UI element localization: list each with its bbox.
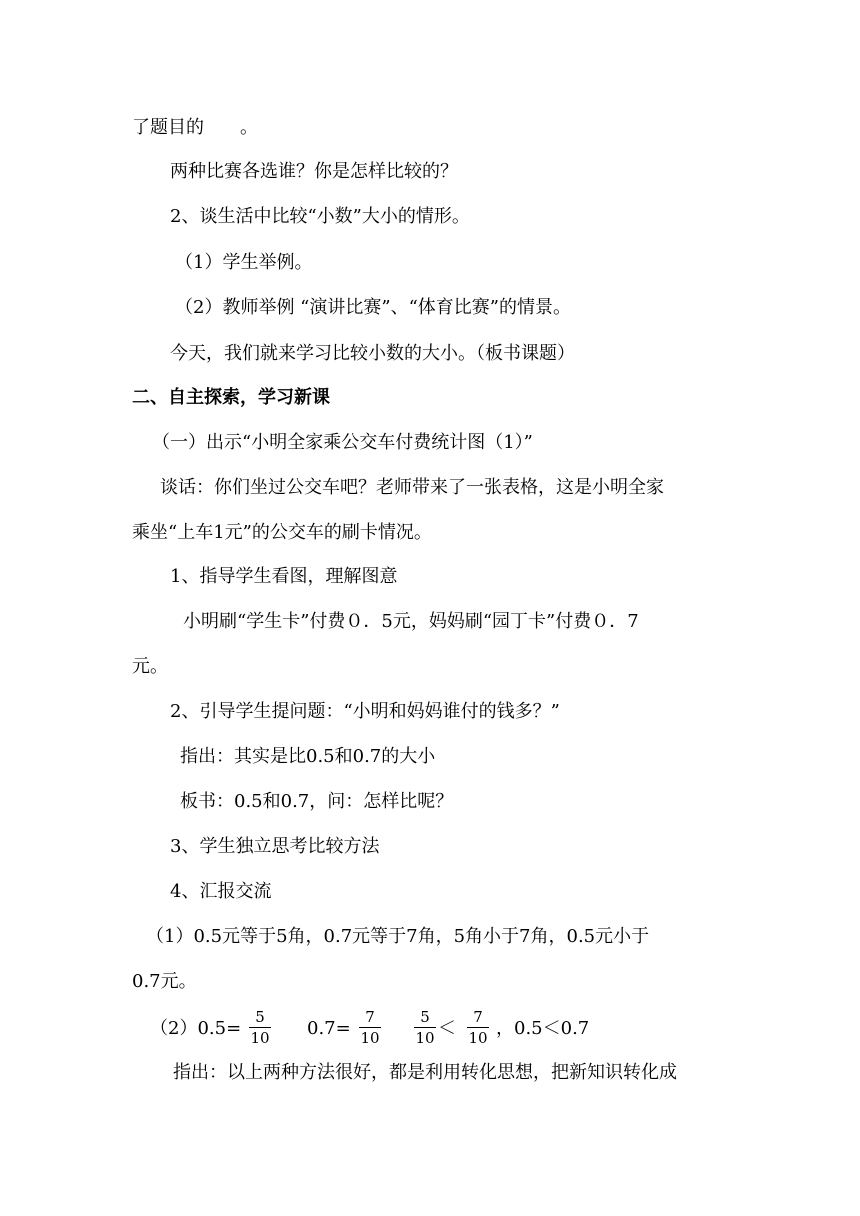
less-than-sign: ＜ xyxy=(438,1018,456,1039)
text-line: 两种比赛各选谁？你是怎样比较的？ xyxy=(170,161,458,182)
text-line: 今天，我们就来学习比较小数的大小。（板书课题） xyxy=(170,343,575,364)
text-line: 元。 xyxy=(132,656,168,677)
text-line: 1、指导学生看图，理解图意 xyxy=(170,566,398,587)
text-line: 指出：以上两种方法很好，都是利用转化思想，把新知识转化成 xyxy=(173,1062,677,1083)
formula-mid: 0.7= xyxy=(307,1018,351,1039)
text-line: （2）教师举例 “演讲比赛”、“体育比赛”的情景。 xyxy=(175,297,571,318)
formula-lead: （2）0.5= xyxy=(150,1018,242,1039)
text-line: 小明刷“学生卡”付费０．5元，妈妈刷“园丁卡”付费０．7 xyxy=(183,611,639,632)
text-line: 4、汇报交流 xyxy=(170,881,272,902)
text-line: （一）出示“小明全家乘公交车付费统计图（1）” xyxy=(152,432,533,453)
formula-tail: ，0.5＜0.7 xyxy=(496,1018,590,1039)
text-line: 3、学生独立思考比较方法 xyxy=(170,836,380,857)
text-line: 2、谈生活中比较“小数”大小的情形。 xyxy=(170,206,470,227)
text-line: 2、引导学生提问题：“小明和妈妈谁付的钱多？” xyxy=(170,701,560,722)
text-line: 0.7元。 xyxy=(132,971,197,992)
text-line: （1）0.5元等于5角，0.7元等于7角，5角小于7角，0.5元小于 xyxy=(146,926,650,947)
fraction-5-10: 5 10 xyxy=(250,1008,270,1047)
fraction-7-10: 7 10 xyxy=(468,1008,488,1047)
fraction-5-10: 5 10 xyxy=(415,1008,435,1047)
text-line: 乘坐“上车1元”的公交车的刷卡情况。 xyxy=(132,522,432,543)
fraction-7-10: 7 10 xyxy=(360,1008,380,1047)
text-line: 指出：其实是比0.5和0.7的大小 xyxy=(180,746,436,767)
text-line: 板书：0.5和0.7，问：怎样比呢？ xyxy=(180,791,454,812)
text-line: 了题目的 。 xyxy=(132,117,258,138)
text-line: 谈话：你们坐过公交车吧？老师带来了一张表格，这是小明全家 xyxy=(160,477,664,498)
section-heading: 二、自主探索，学习新课 xyxy=(132,387,330,408)
text-line: （1）学生举例。 xyxy=(175,252,313,273)
